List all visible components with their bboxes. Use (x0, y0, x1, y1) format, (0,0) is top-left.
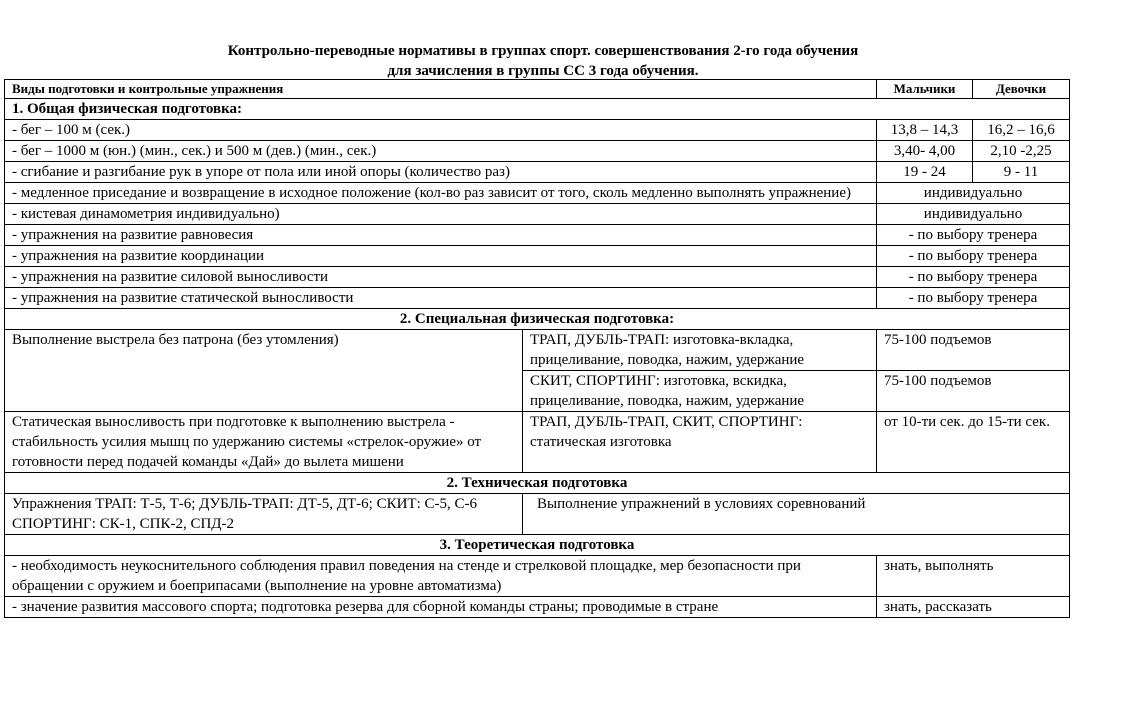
exercise-label: - упражнения на развитие равновесия (5, 225, 877, 246)
header-boys: Мальчики (877, 80, 973, 99)
document-title (0, 41, 1086, 81)
exercise-label: - бег – 1000 м (юн.) (мин., сек.) и 500 м (дев.) (мин., сек.) (5, 141, 877, 162)
norm-value: от 10-ти сек. до 15-ти сек. (877, 412, 1070, 473)
table-row (5, 330, 1070, 371)
exercise-label: - медленное приседание и возвращение в исходное положение (кол-во раз зависит от того, сколь медленно выполнять упражнение) (5, 183, 877, 204)
section-title: 3. Теоретическая подготовка (5, 535, 1070, 556)
exercise-label: - значение развития массового спорта; подготовка резерва для сборной команды страны; проводимые в стране (5, 597, 877, 618)
girls-value: 16,2 – 16,6 (973, 120, 1070, 141)
table-row (5, 288, 1070, 309)
boys-value: 19 - 24 (877, 162, 973, 183)
table-row (5, 267, 1070, 288)
section-theory-title-row (5, 535, 1070, 556)
section-title: 1. Общая физическая подготовка: (5, 99, 1070, 120)
table-row (5, 494, 1070, 535)
section-technical-title-row (5, 473, 1070, 494)
section-ofp-title-row (5, 99, 1070, 120)
table-row (5, 412, 1070, 473)
girls-value: 9 - 11 (973, 162, 1070, 183)
table-row (5, 162, 1070, 183)
table-row (5, 204, 1070, 225)
exercise-label: Упражнения ТРАП: Т-5, Т-6; ДУБЛЬ-ТРАП: ДТ-5, ДТ-6; СКИТ: С-5, С-6 СПОРТИНГ: СК-1, СПК-2, СПД-2 (5, 494, 523, 535)
norm-value: - по выбору тренера (877, 225, 1070, 246)
table-row (5, 597, 1070, 618)
norm-value: индивидуально (877, 183, 1070, 204)
table-row (5, 225, 1070, 246)
exercise-label: Статическая выносливость при подготовке к выполнению выстрела - стабильность усилия мышц по удержанию системы «стрелок-оружие» от готовности перед подачей команды «Дай» до вылета мишени (5, 412, 523, 473)
title-line-1: Контрольно-переводные нормативы в группах спорт. совершенствования 2-го года обучения (227, 43, 859, 59)
exercise-label: - сгибание и разгибание рук в упоре от пола или иной опоры (количество раз) (5, 162, 877, 183)
section-title: 2. Техническая подготовка (5, 473, 1070, 494)
table-row (5, 556, 1070, 597)
exercise-label: Выполнение выстрела без патрона (без утомления) (5, 330, 523, 412)
norm-value: - по выбору тренера (877, 288, 1070, 309)
exercise-label: - кистевая динамометрия индивидуально) (5, 204, 877, 225)
section-title: 2. Специальная физическая подготовка: (5, 309, 1070, 330)
standards-table (4, 79, 1070, 618)
table-row (5, 183, 1070, 204)
boys-value: 13,8 – 14,3 (877, 120, 973, 141)
exercise-label: - упражнения на развитие силовой выносливости (5, 267, 877, 288)
table-row (5, 141, 1070, 162)
norm-value: - по выбору тренера (877, 267, 1070, 288)
section-sfp-title-row (5, 309, 1070, 330)
boys-value: 3,40- 4,00 (877, 141, 973, 162)
exercise-label: - необходимость неукоснительного соблюдения правил поведения на стенде и стрелковой площадке, мер безопасности при обращении с оружием и боеприпасами (выполнение на уровне автоматизма) (5, 556, 877, 597)
norm-value: знать, рассказать (877, 597, 1070, 618)
header-girls: Девочки (973, 80, 1070, 99)
header-exercises: Виды подготовки и контрольные упражнения (5, 80, 877, 99)
discipline-description: СКИТ, СПОРТИНГ: изготовка, вскидка, прицеливание, поводка, нажим, удержание (523, 371, 877, 412)
table-header-row (5, 80, 1070, 99)
title-line-2: для зачисления в группы СС 3 года обучения. (387, 63, 699, 79)
exercise-label: - упражнения на развитие статической выносливости (5, 288, 877, 309)
table-row (5, 246, 1070, 267)
discipline-description: ТРАП, ДУБЛЬ-ТРАП, СКИТ, СПОРТИНГ: статическая изготовка (523, 412, 877, 473)
discipline-description: ТРАП, ДУБЛЬ-ТРАП: изготовка-вкладка, прицеливание, поводка, нажим, удержание (523, 330, 877, 371)
norm-value: - по выбору тренера (877, 246, 1070, 267)
norm-value: 75-100 подъемов (877, 371, 1070, 412)
norm-value: Выполнение упражнений в условиях соревнований (523, 494, 1070, 535)
table-row (5, 120, 1070, 141)
norm-value: индивидуально (877, 204, 1070, 225)
norm-value: знать, выполнять (877, 556, 1070, 597)
exercise-label: - упражнения на развитие координации (5, 246, 877, 267)
girls-value: 2,10 -2,25 (973, 141, 1070, 162)
norm-value: 75-100 подъемов (877, 330, 1070, 371)
exercise-label: - бег – 100 м (сек.) (5, 120, 877, 141)
